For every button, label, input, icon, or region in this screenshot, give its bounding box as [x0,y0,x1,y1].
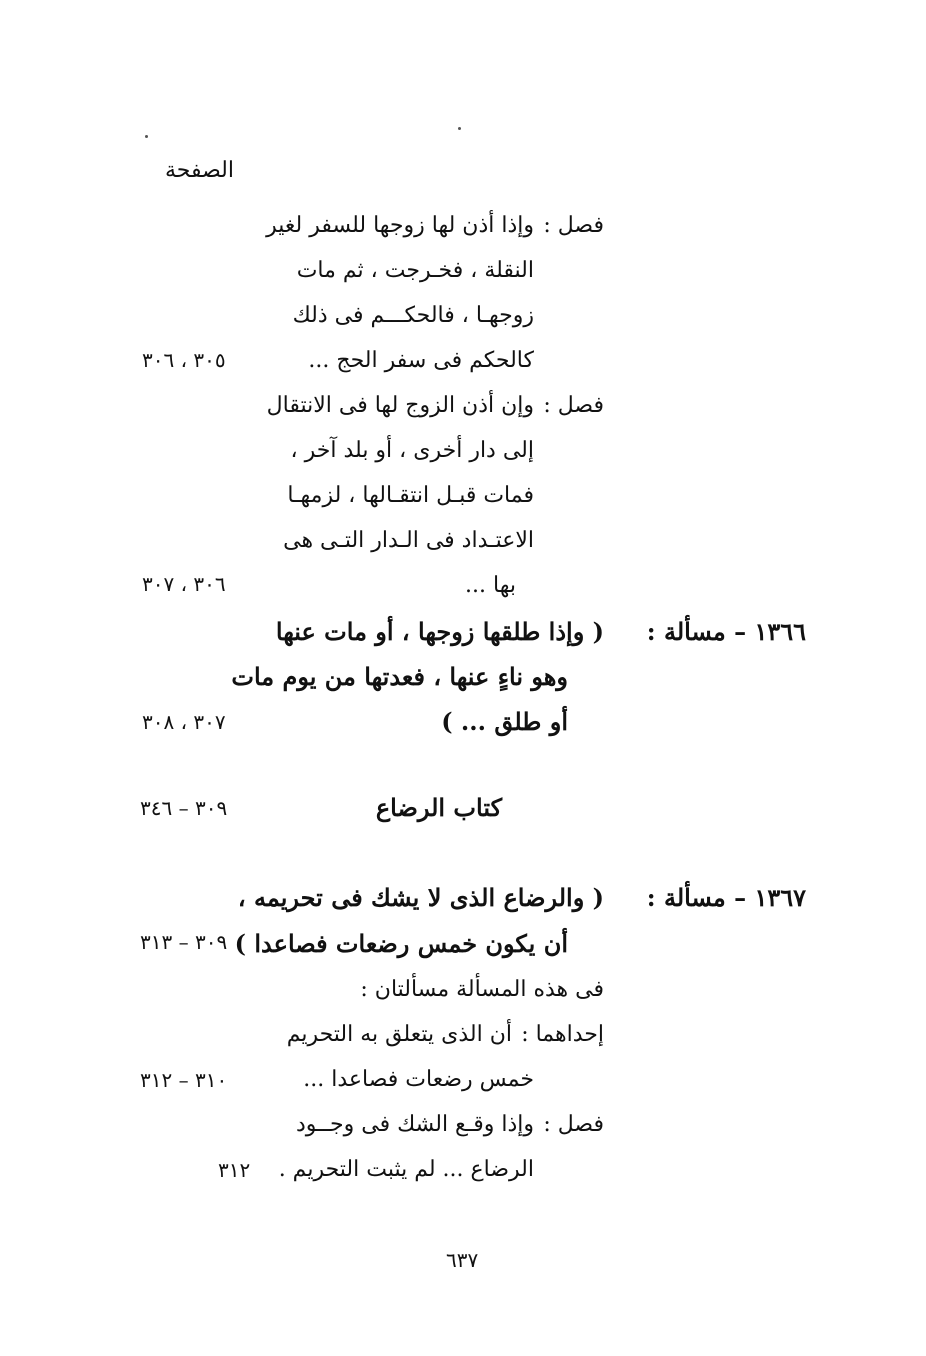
entry-line: وإذا وقـع الشك فى وجــود [295,1112,534,1137]
entry-line: النقلة ، فخـرجت ، ثم مات [296,258,534,283]
page-reference: ٣٠٥ ، ٣٠٦ [142,348,226,372]
page-reference: ٣٠٩ – ٣١٣ [140,930,228,954]
issue-text-line: ( وإذا طلقها زوجها ، أو مات عنها [275,617,604,646]
section-label: فصل : [543,213,604,238]
entry-line: الاعتـداد فى الـدار التـى هى [283,528,534,553]
section-label: فصل : [543,393,604,418]
scan-speck [145,135,148,138]
issue-text-line: أن يكون خمس رضعات فصاعدا ) [234,929,568,958]
entry-line: فمات قبـل انتقـالها ، لزمهـا [287,483,534,508]
issue-text-line: ( والرضاع الذى لا يشك فى تحريمه ، [237,883,604,912]
page-reference: ٣٠٩ – ٣٤٦ [140,796,228,820]
entry-line: إلى دار أخرى ، أو بلد آخر ، [290,438,534,463]
scan-speck [458,127,461,130]
page-number: ٦٣٧ [446,1248,479,1272]
entry-line: وإذا أذن لها زوجها للسفر لغير [266,213,534,238]
entry-line: خمس رضعات فصاعدا ... [303,1067,534,1092]
page-reference: ٣٠٦ ، ٣٠٧ [142,572,226,596]
page-reference: ٣١٢ [218,1158,251,1182]
entry-line: كالحكم فى سفر الحج ... [308,348,534,373]
page-column-header: الصفحة [164,158,234,183]
entry-line: وإن أذن الزوج لها فى الانتقال [266,393,534,418]
section-label: فصل : [543,1112,604,1137]
issue-number: ١٣٦٦ – مسألة : [646,617,806,646]
issue-number: ١٣٦٧ – مسألة : [646,883,806,912]
book-heading: كتاب الرضاع [375,793,502,822]
page-reference: ٣٠٧ ، ٣٠٨ [142,710,226,734]
entry-line: الرضاع ... لم يثبت التحريم . [278,1157,534,1182]
issue-text-line: وهو ناءٍ عنها ، فعدتها من يوم مات [231,662,568,691]
entry-line: زوجهـا ، فالحكـــم فى ذلك [292,303,534,328]
entry-line: أن الذى يتعلق به التحريم [286,1022,512,1047]
page-reference: ٣١٠ – ٣١٢ [140,1068,228,1092]
entry-line: بها ... [465,573,516,598]
issue-text-line: أو طلق ... ) [441,707,568,736]
entry-line: فى هذه المسألة مسألتان : [360,977,604,1002]
section-label: إحداهما : [521,1022,604,1047]
